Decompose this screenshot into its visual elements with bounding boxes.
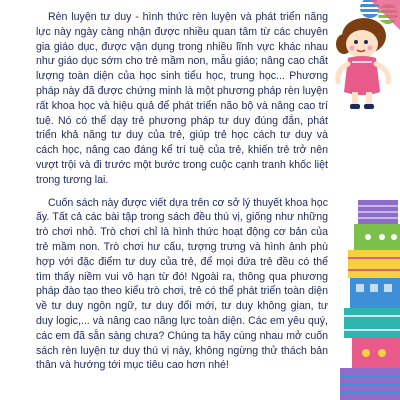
paragraph-intro: Rèn luyện tư duy - hình thức rèn luyện và phát triển năng lực này ngày càng nhận được nhiều quan tâm từ các chuyên gia giáo dục, được vận dụng trong nhiều lĩnh vực khác nhau như giáo dục sớm cho trẻ mầm non, mẫu giáo; nâng cao chất lượng toàn diện của học sinh tiểu học, trung học... Phương pháp này đã được chứng minh là một phương pháp rèn luyện rất khoa học và hiệu quả để phát triển não bộ và nâng cao trí tuệ. Nó có thể dạy trẻ phương pháp tư duy đúng đắn, phát triển khả năng tư duy của trẻ, giúp trẻ học cách tư duy và cách học, nâng cao đáng kể trí tuệ của trẻ, khiến trẻ trở nên vượt trội và đi trước một bước trong cuộc cạnh tranh khốc liệt trong tương lai. xyxy=(36,11,328,186)
body-text xyxy=(36,10,328,373)
girl-illustration xyxy=(330,0,400,110)
book-stack-illustration xyxy=(330,200,400,400)
page-heading-glimpse xyxy=(38,0,338,8)
decoration-column xyxy=(330,0,400,400)
paragraph-book-description: Cuốn sách này được viết dựa trên cơ sở lý thuyết khoa học ấy. Tất cả các bài tập trong sách đều thú vị, giống như những trò chơi nhỏ. Trò chơi chỉ là hình thức hoạt động cơ bản của trẻ mầm non. Trò chơi hư cấu, tượng trưng và hình ảnh phù hợp với đặc điểm tư duy của trẻ, để mọi đứa trẻ đều có thể tìm thấy niềm vui vô hạn từ đó! Ngoài ra, thông qua phương pháp đào tạo theo kiểu trò chơi, trẻ có thể phát triển toàn diện về tư duy ngôn ngữ, tư duy đổi mới, tư duy không gian, tư duy logic,... và nâng cao năng lực toàn diện. Các em yêu quý, các em đã sẵn sàng chưa? Chúng ta hãy cùng nhau mở cuốn sách rèn luyện tư duy thú vị này, không ngừng thử thách bản thân và hướng tới mục tiêu cao hơn nhé! xyxy=(36,196,328,372)
